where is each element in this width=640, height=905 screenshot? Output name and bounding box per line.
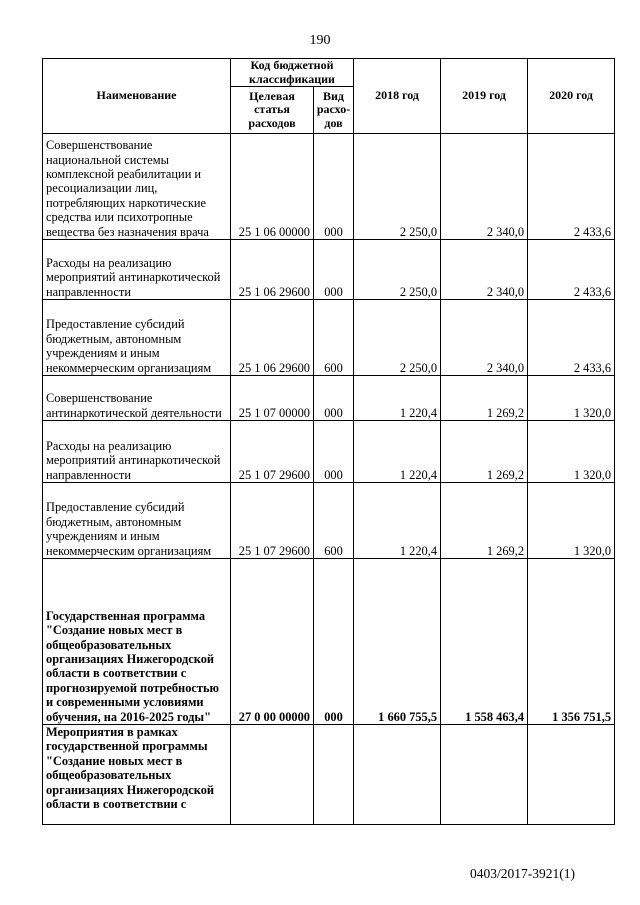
row-value-2019: 2 340,0: [441, 134, 528, 240]
row-expense-type: 600: [314, 483, 354, 559]
header-code-group: Код бюджетной классификации: [231, 59, 354, 87]
row-value-2020: 1 320,0: [528, 483, 615, 559]
row-value-2019: 1 269,2: [441, 376, 528, 421]
row-value-2018: [354, 725, 441, 825]
row-expense-type: [314, 725, 354, 825]
row-value-2020: 2 433,6: [528, 300, 615, 376]
row-target-article: 25 1 07 00000: [231, 376, 314, 421]
row-value-2018: 1 660 755,5: [354, 559, 441, 725]
row-value-2019: [441, 725, 528, 825]
table-row: [43, 240, 615, 300]
row-name: Предоставление субсидий бюджетным, автономным учреждениям и иным некоммерческим организациям: [43, 483, 231, 559]
row-value-2020: 2 433,6: [528, 134, 615, 240]
budget-table: [42, 58, 615, 825]
row-value-2019: 2 340,0: [441, 300, 528, 376]
header-year-2019: 2019 год: [441, 59, 528, 134]
row-expense-type: 000: [314, 559, 354, 725]
row-expense-type: 000: [314, 134, 354, 240]
row-value-2020: 1 356 751,5: [528, 559, 615, 725]
page-number: 190: [309, 33, 331, 48]
row-target-article: 27 0 00 00000: [231, 559, 314, 725]
row-value-2018: 1 220,4: [354, 376, 441, 421]
table-row: [43, 376, 615, 421]
table-row: [43, 483, 615, 559]
row-name: Расходы на реализацию мероприятий антинаркотической направленности: [43, 421, 231, 483]
row-target-article: 25 1 06 00000: [231, 134, 314, 240]
row-value-2018: 2 250,0: [354, 134, 441, 240]
header-year-2018: 2018 год: [354, 59, 441, 134]
row-value-2019: 1 558 463,4: [441, 559, 528, 725]
row-expense-type: 000: [314, 421, 354, 483]
row-value-2018: 1 220,4: [354, 421, 441, 483]
row-value-2019: 2 340,0: [441, 240, 528, 300]
table-row: [43, 134, 615, 240]
row-target-article: [231, 725, 314, 825]
row-name: Мероприятия в рамках государственной программы "Создание новых мест в общеобразовательных организациях Нижегородской области в соответствии с: [43, 725, 231, 825]
row-name: Государственная программа "Создание новых мест в общеобразовательных организациях Нижегородской области в соответствии с прогнозируемой потребностью и современными условиями обучения, на 2016-2025 годы": [43, 559, 231, 725]
row-expense-type: 600: [314, 300, 354, 376]
row-expense-type: 000: [314, 376, 354, 421]
header-target-article: Целевая статья расходов: [231, 87, 314, 134]
row-name: Совершенствование антинаркотической деятельности: [43, 376, 231, 421]
document-number: 0403/2017-3921(1): [470, 866, 575, 881]
row-value-2019: 1 269,2: [441, 421, 528, 483]
table-row: [43, 559, 615, 725]
row-value-2018: 1 220,4: [354, 483, 441, 559]
row-name: Предоставление субсидий бюджетным, автономным учреждениям и иным некоммерческим организациям: [43, 300, 231, 376]
row-target-article: 25 1 07 29600: [231, 483, 314, 559]
row-value-2020: [528, 725, 615, 825]
header-year-2020: 2020 год: [528, 59, 615, 134]
header-expense-type: Вид расхо-дов: [314, 87, 354, 134]
row-value-2020: 1 320,0: [528, 421, 615, 483]
row-value-2018: 2 250,0: [354, 240, 441, 300]
header-name: Наименование: [43, 59, 231, 134]
row-value-2020: 1 320,0: [528, 376, 615, 421]
row-target-article: 25 1 06 29600: [231, 240, 314, 300]
row-name: Расходы на реализацию мероприятий антинаркотической направленности: [43, 240, 231, 300]
table-row: [43, 300, 615, 376]
table-row: [43, 725, 615, 825]
table-row: [43, 421, 615, 483]
row-name: Совершенствование национальной системы комплексной реабилитации и ресоциализации лиц, потребляющих наркотические средства или психотропные вещества без назначения врача: [43, 134, 231, 240]
row-expense-type: 000: [314, 240, 354, 300]
row-target-article: 25 1 07 29600: [231, 421, 314, 483]
row-value-2020: 2 433,6: [528, 240, 615, 300]
row-target-article: 25 1 06 29600: [231, 300, 314, 376]
row-value-2018: 2 250,0: [354, 300, 441, 376]
row-value-2019: 1 269,2: [441, 483, 528, 559]
